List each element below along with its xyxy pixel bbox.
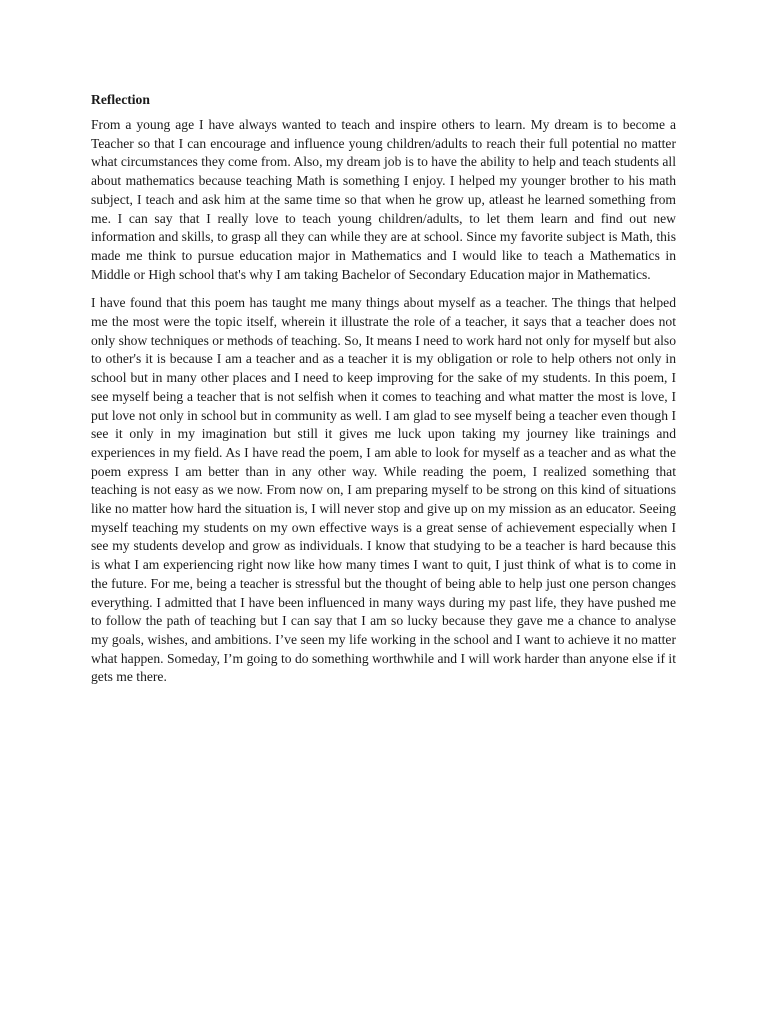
paragraph-1: From a young age I have always wanted to teach and inspire others to learn. My dream is to become a Teacher so that I can encourage and influence young children/adults to reach their full potential no matter what circumstances they come from. Also, my dream job is to have the ability to help and teach students all about mathematics because teaching Math is something I enjoy. I helped my younger brother to his math subject, I teach and ask him at the same time so that when he grow up, atleast he learned something from me. I can say that I really love to teach young children/adults, to let them learn and find out new information and skills, to grasp all they can while they are at school. Since my favorite subject is Math, this made me think to pursue education major in Mathematics and I would like to teach a Mathematics in Middle or High school that's why I am taking Bachelor of Secondary Education major in Mathematics. [91, 117, 676, 282]
paragraph-2: I have found that this poem has taught me many things about myself as a teacher. The things that helped me the most were the topic itself, wherein it illustrate the role of a teacher, it says that a teacher does not only show techniques or methods of teaching. So, It means I need to work hard not only for myself but also to other's it is because I am a teacher and as a teacher it is my obligation or role to help others not only in school but in many other places and I need to keep improving for the sake of my students. In this poem, I see myself being a teacher that is not selfish when it comes to teaching and what matter the most is love, I put love not only in school but in community as well. I am glad to see myself being a teacher even though I see it only in my imagination but still it gives me luck upon taking my journey like trainings and experiences in my field. As I have read the poem, I am able to look for myself as a teacher and as what the poem express I am better than in any other way. While reading the poem, I realized something that teaching is not easy as we now. From now on, I am preparing myself to be strong on this kind of situations like no matter how hard the situation is, I will never stop and give up on my mission as an educator. Seeing myself teaching my students on my own effective ways is a great sense of achievement especially when I see my students develop and grow as individuals. I know that studying to be a teacher is hard because this is what I am experiencing right now like how many times I want to quit, I just think of what is to come in the future. For me, being a teacher is stressful but the thought of being able to help just one person changes everything. I admitted that I have been influenced in many ways during my past life, they have pushed me to follow the path of teaching but I can say that I am so lucky because they gave me a chance to analyse my goals, wishes, and ambitions. I’ve seen my life working in the school and I want to achieve it no matter what happen. Someday, I’m going to do something worthwhile and I will work harder than anyone else if it gets me there. [91, 295, 676, 685]
document-title: Reflection [91, 92, 150, 107]
document-body [91, 90, 676, 697]
